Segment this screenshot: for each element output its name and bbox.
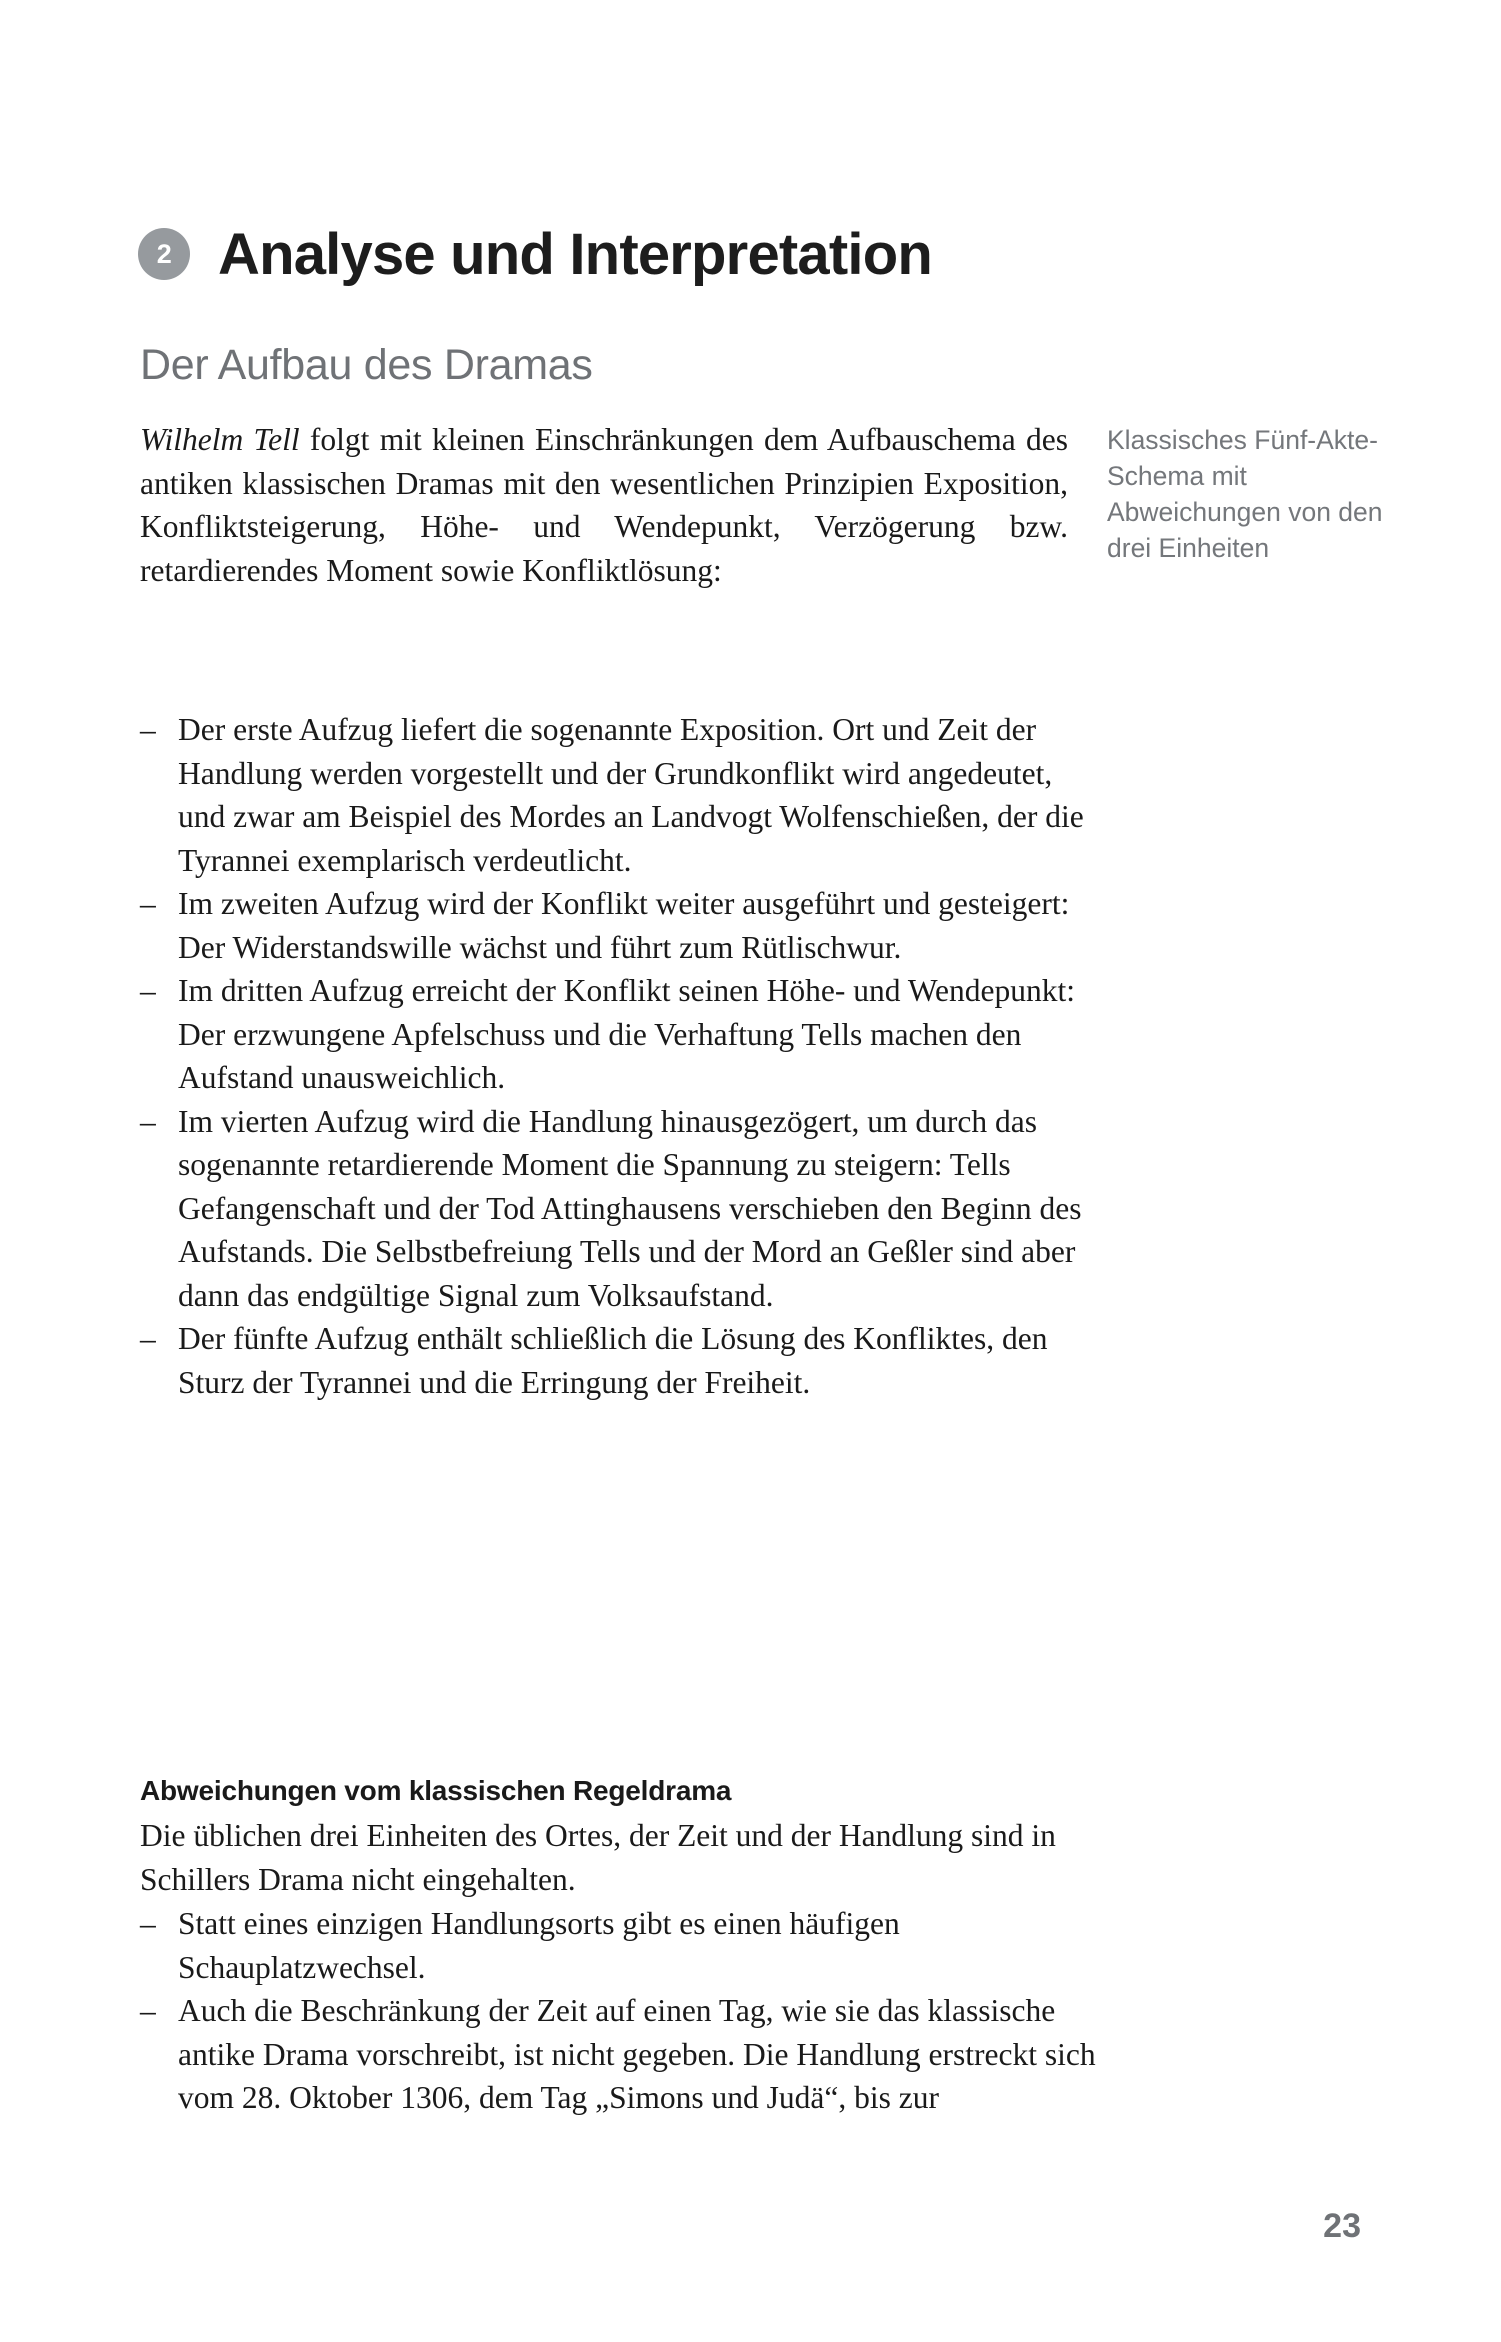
dash-marker-icon: – [140, 1993, 156, 2028]
chapter-header [138, 182, 932, 327]
margin-note: Klassisches Fünf-Akte-Schema mit Abweichungen von den drei Einheiten [1107, 425, 1383, 563]
list-item-text: Im vierten Aufzug wird die Handlung hinausgezögert, um durch das sogenannte retardierende Moment die Spannung zu steigern: Tells Gefangenschaft und der Tod Attinghausens verschieben den Beginn des Aufstands. Die Selbstbefreiung Tells und der Mord an Geßler sind aber dann das endgültige Signal zum Volksaufstand. [178, 1103, 1082, 1313]
dash-marker-icon: – [140, 973, 156, 1008]
list-item-text: Statt eines einzigen Handlungsorts gibt es einen häufigen Schauplatzwechsel. [178, 1906, 900, 1985]
list-item-text: Auch die Beschränkung der Zeit auf einen Tag, wie sie das klassische antike Drama vorschreibt, ist nicht gegeben. Die Handlung erstreckt sich vom 28. Oktober 1306, dem Tag „Simons und Judä“, bis zur [178, 1993, 1096, 2115]
list-item [140, 882, 1100, 969]
act-structure-list-block [140, 708, 1100, 1404]
chapter-number-badge: 2 [138, 228, 190, 280]
intro-body-text: folgt mit kleinen Einschränkungen dem Aufbauschema des antiken klassischen Dramas mit den wesentlichen Prinzipien Exposition, Konfliktsteigerung, Höhe- und Wendepunkt, Verzögerung bzw. retardierendes Moment sowie Konfliktlösung: [140, 422, 1068, 588]
dash-marker-icon: – [140, 1321, 156, 1356]
act-structure-list [140, 708, 1100, 1404]
deviations-block [140, 1771, 1100, 2120]
list-item [140, 1989, 1100, 2120]
list-item-text: Im zweiten Aufzug wird der Konflikt weiter ausgeführt und gesteigert: Der Widerstandswille wächst und führt zum Rütlischwur. [178, 886, 1070, 965]
intro-text-column [140, 418, 1068, 592]
deviations-intro-paragraph: Die üblichen drei Einheiten des Ortes, der Zeit und der Handlung sind in Schillers Drama nicht eingehalten. [140, 1818, 1056, 1897]
work-title-italic: Wilhelm Tell [140, 422, 300, 457]
page-number: 23 [1323, 2207, 1361, 2245]
dash-marker-icon: – [140, 1103, 156, 1139]
list-item-text: Der erste Aufzug liefert die sogenannte Exposition. Ort und Zeit der Handlung werden vorgestellt und der Grundkonflikt wird angedeutet, und zwar am Beispiel des Mordes an Landvogt Wolfenschießen, der die Tyrannei exemplarisch verdeutlicht. [178, 712, 1084, 878]
list-item-text: Der fünfte Aufzug enthält schließlich die Lösung des Konfliktes, den Sturz der Tyrannei und die Erringung der Freiheit. [178, 1321, 1048, 1400]
dash-marker-icon: – [140, 1906, 156, 1941]
list-item [140, 1902, 1100, 1989]
list-item-text: Im dritten Aufzug erreicht der Konflikt seinen Höhe- und Wendepunkt: Der erzwungene Apfelschuss und die Verhaftung Tells machen den Aufstand unausweichlich. [178, 973, 1076, 1095]
page-title: Analyse und Interpretation [218, 221, 932, 287]
list-item [140, 708, 1100, 882]
intro-paragraph [140, 418, 1068, 592]
deviations-list [140, 1902, 1100, 2120]
section-subtitle: Der Aufbau des Dramas [140, 340, 593, 389]
deviations-heading: Abweichungen vom klassischen Regeldrama [140, 1775, 732, 1806]
dash-marker-icon: – [140, 712, 156, 747]
list-item [140, 1100, 1100, 1318]
list-item [140, 1317, 1100, 1404]
list-item [140, 969, 1100, 1100]
dash-marker-icon: – [140, 886, 156, 921]
